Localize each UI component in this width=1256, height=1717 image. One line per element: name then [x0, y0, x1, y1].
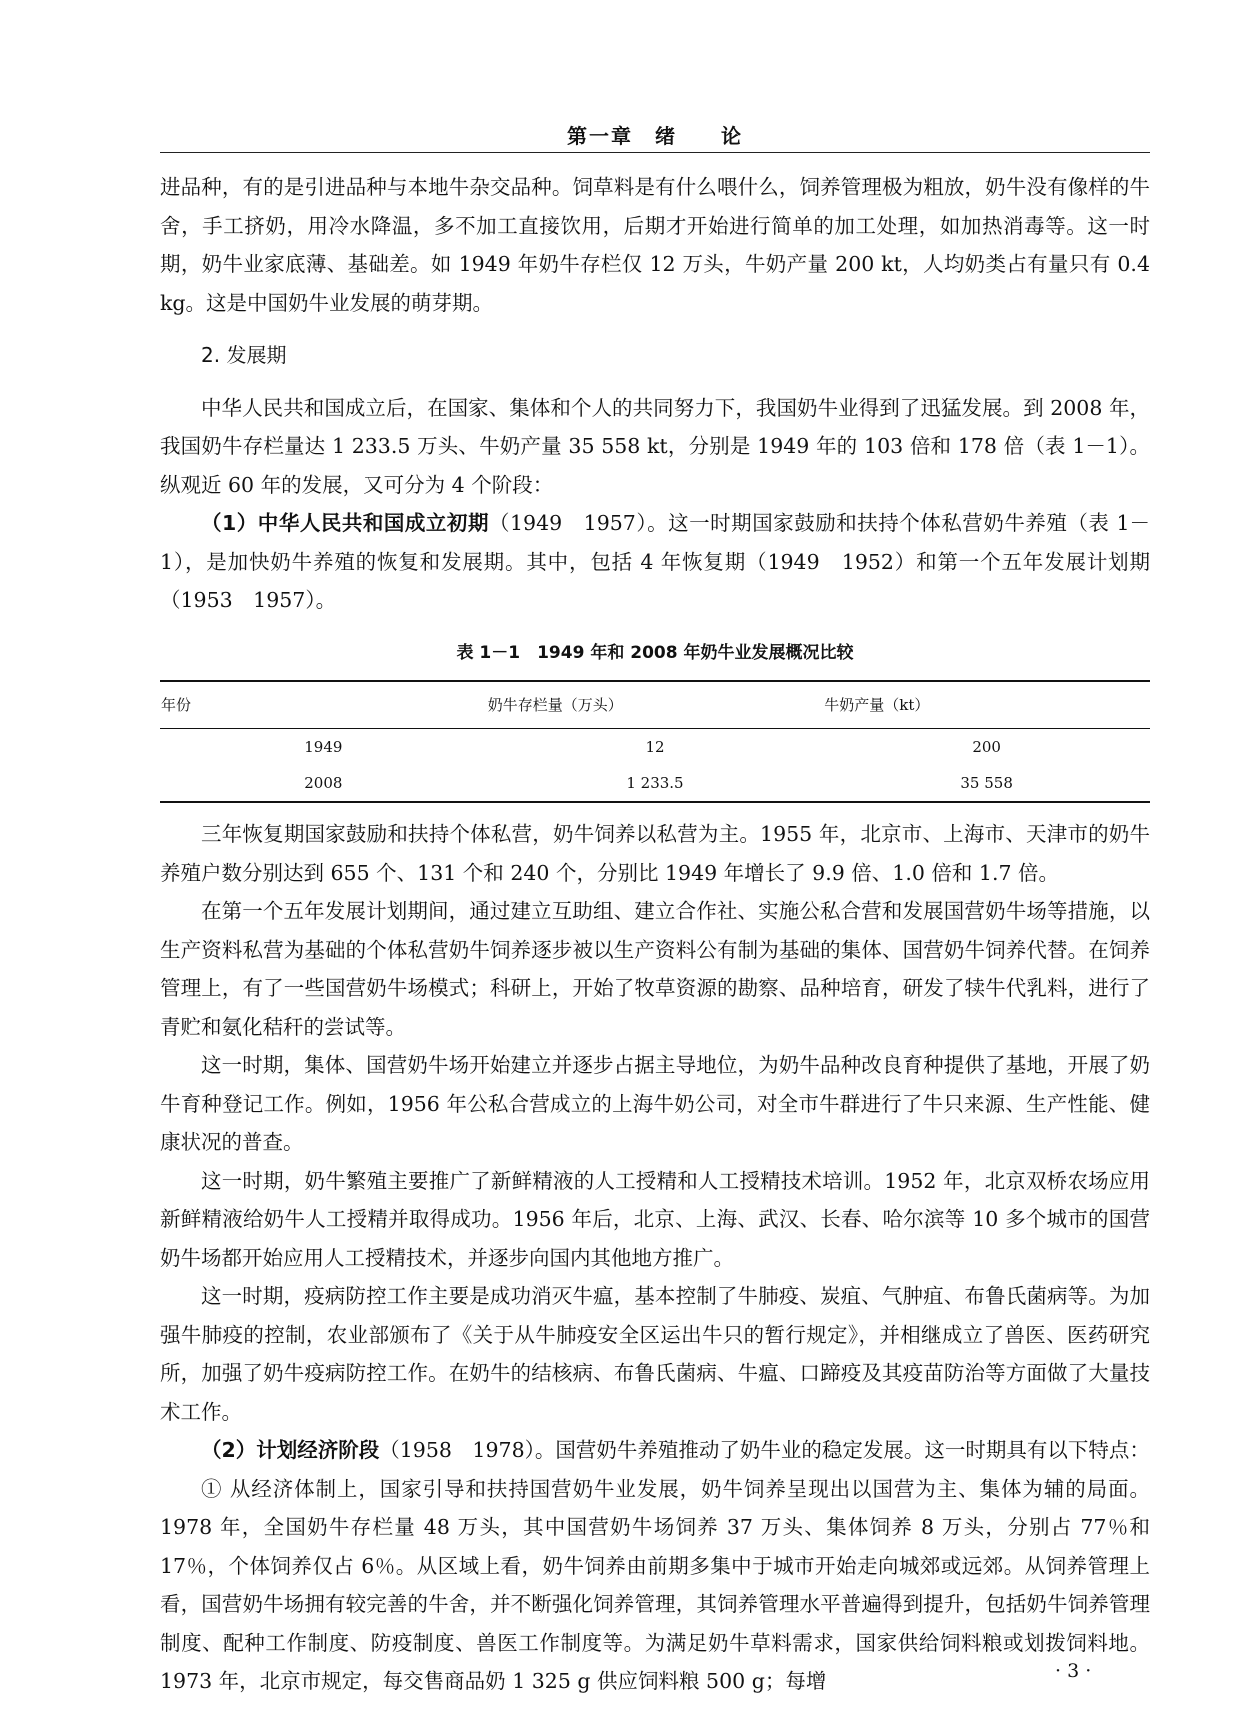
table-header-cell: 奶牛存栏量（万头） — [487, 681, 824, 729]
paragraph — [160, 1431, 1150, 1470]
section-heading: 2. 发展期 — [201, 343, 287, 367]
table-cell: 2008 — [160, 765, 487, 802]
paragraph: 在第一个五年发展计划期间，通过建立互助组、建立合作社、实施公私合营和发展国营奶牛场等措施，以生产资料私营为基础的个体私营奶牛饲养逐步被以生产资料公有制为基础的集体、国营奶牛饲养代替。在饲养管理上，有了一些国营奶牛场模式；科研上，开始了牧草资源的勘察、品种培育，研发了犊牛代乳料，进行了青贮和氨化秸秆的尝试等。 — [160, 899, 1150, 1039]
header-divider — [160, 152, 1150, 153]
running-header: 第一章 绪 论 — [567, 124, 743, 148]
table-header-cell: 牛奶产量（kt） — [823, 681, 1150, 729]
paragraph: 这一时期，集体、国营奶牛场开始建立并逐步占据主导地位，为奶牛品种改良育种提供了基地，开展了奶牛育种登记工作。例如，1956 年公私合营成立的上海牛奶公司，对全市牛群进行了牛只来源、生产性能、健康状况的普查。 — [160, 1053, 1150, 1154]
table-cell: 1 233.5 — [487, 765, 824, 802]
table-header-cell: 年份 — [160, 681, 487, 729]
paragraph-text: （1958 1978）。国营奶牛养殖推动了奶牛业的稳定发展。这一时期具有以下特点： — [379, 1438, 1150, 1462]
body-text — [160, 168, 1150, 1701]
table-header-row — [160, 681, 1150, 729]
table-row — [160, 765, 1150, 802]
subsection-lead: （1）中华人民共和国成立初期 — [201, 511, 489, 535]
table-cell: 35 558 — [823, 765, 1150, 802]
paragraph-text: （1949 1957）。这一时期国家鼓励和扶持个体私营奶牛养殖（表 1－1），是加快奶牛养殖的恢复和发展期。其中，包括 4 年恢复期（1949 1952）和第一个五年发展计划期（1953 1957）。 — [160, 511, 1151, 612]
table-row — [160, 729, 1150, 766]
paragraph: 进品种，有的是引进品种与本地牛杂交品种。饲草料是有什么喂什么，饲养管理极为粗放，奶牛没有像样的牛舍，手工挤奶，用冷水降温，多不加工直接饮用，后期才开始进行简单的加工处理，如加热消毒等。这一时期，奶牛业家底薄、基础差。如 1949 年奶牛存栏仅 12 万头，牛奶产量 200 kt，人均奶类占有量只有 0.4 kg。这是中国奶牛业发展的萌芽期。 — [160, 175, 1150, 315]
paragraph: 三年恢复期国家鼓励和扶持个体私营，奶牛饲养以私营为主。1955 年，北京市、上海市、天津市的奶牛养殖户数分别达到 655 个、131 个和 240 个，分别比 1949 年增长了 9.9 倍、1.0 倍和 1.7 倍。 — [160, 822, 1150, 885]
paragraph: ① 从经济体制上，国家引导和扶持国营奶牛业发展，奶牛饲养呈现出以国营为主、集体为辅的局面。1978 年，全国奶牛存栏量 48 万头，其中国营奶牛场饲养 37 万头、集体饲养 8 万头，分别占 77％和 17％，个体饲养仅占 6％。从区域上看，奶牛饲养由前期多集中于城市开始走向城郊或远郊。从饲养管理上看，国营奶牛场拥有较完善的牛舍，并不断强化饲养管理，其饲养管理水平普遍得到提升，包括奶牛饲养管理制度、配种工作制度、防疫制度、兽医工作制度等。为满足奶牛草料需求，国家供给饲料粮或划拨饲料地。1973 年，北京市规定，每交售商品奶 1 325 g 供应饲料粮 500 g；每增 — [160, 1476, 1150, 1693]
comparison-table — [160, 680, 1150, 803]
table-cell: 12 — [645, 738, 665, 756]
paragraph: 中华人民共和国成立后，在国家、集体和个人的共同努力下，我国奶牛业得到了迅猛发展。到 2008 年，我国奶牛存栏量达 1 233.5 万头、牛奶产量 35 558 kt，分别是 1949 年的 103 倍和 178 倍（表 1－1）。纵观近 60 年的发展，又可分为 4 个阶段： — [160, 395, 1150, 497]
paragraph — [160, 504, 1150, 620]
table-cell: 200 — [972, 738, 1001, 756]
page-number: · 3 · — [1055, 1660, 1092, 1682]
table-caption: 表 1－1 1949 年和 2008 年奶牛业发展概况比较 — [456, 642, 854, 663]
paragraph: 这一时期，奶牛繁殖主要推广了新鲜精液的人工授精和人工授精技术培训。1952 年，北京双桥农场应用新鲜精液给奶牛人工授精并取得成功。1956 年后，北京、上海、武汉、长春、哈尔滨等 10 多个城市的国营奶牛场都开始应用人工授精技术，并逐步向国内其他地方推广。 — [160, 1168, 1150, 1270]
paragraph: 这一时期，疫病防控工作主要是成功消灭牛瘟，基本控制了牛肺疫、炭疽、气肿疽、布鲁氏菌病等。为加强牛肺疫的控制，农业部颁布了《关于从牛肺疫安全区运出牛只的暂行规定》，并相继成立了兽医、医药研究所，加强了奶牛疫病防控工作。在奶牛的结核病、布鲁氏菌病、牛瘟、口蹄疫及其疫苗防治等方面做了大量技术工作。 — [160, 1284, 1150, 1424]
table-cell: 1949 — [304, 738, 343, 756]
subsection-lead: （2）计划经济阶段 — [201, 1438, 380, 1462]
